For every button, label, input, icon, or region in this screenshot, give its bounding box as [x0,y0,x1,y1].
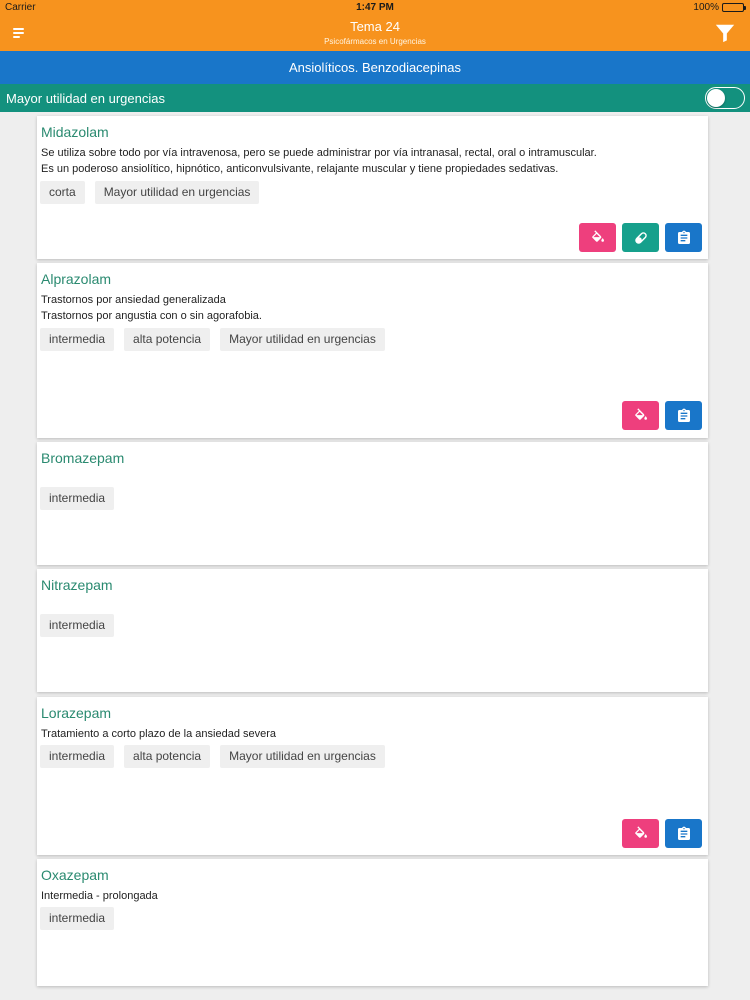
tag-chip: intermedia [40,907,114,930]
page-title: Tema 24 [350,19,400,34]
section-title: Ansiolíticos. Benzodiacepinas [0,51,750,84]
drug-description-line: Trastornos por angustia con o sin agorafobia. [41,310,262,322]
tag-list [40,181,259,204]
tag-chip: Mayor utilidad en urgencias [220,745,385,768]
drug-title: Lorazepam [41,705,112,721]
tag-list [40,328,385,351]
drug-description-line: Se utiliza sobre todo por vía intravenosa, pero se puede administrar por vía intranasal, rectal, oral o intramuscular. [41,147,597,159]
tag-list [40,907,114,930]
paint-bucket-button[interactable] [622,401,659,430]
drug-card[interactable] [37,859,708,986]
drug-title: Midazolam [41,124,109,140]
card-actions [622,819,702,848]
page-subtitle: Psicofármacos en Urgencias [324,37,426,46]
filter-toggle-row [0,84,750,112]
drug-card[interactable] [37,697,708,855]
drug-title: Alprazolam [41,271,112,287]
app-header [0,16,750,51]
drug-title: Oxazepam [41,867,109,883]
tag-list [40,745,385,768]
filter-icon[interactable] [714,22,736,44]
drug-description [41,726,276,742]
tag-chip: intermedia [40,745,114,768]
tag-chip: intermedia [40,614,114,637]
battery-icon [722,3,744,12]
clipboard-icon [676,408,692,424]
clipboard-button[interactable] [665,819,702,848]
drug-description [41,888,158,904]
clipboard-icon [676,230,692,246]
tag-chip: Mayor utilidad en urgencias [95,181,260,204]
battery-percent: 100% [693,2,719,13]
clipboard-button[interactable] [665,401,702,430]
drug-description [41,292,262,324]
clipboard-button[interactable] [665,223,702,252]
tag-list [40,614,114,637]
tag-list [40,487,114,510]
drug-description [41,145,597,177]
paint-bucket-button[interactable] [579,223,616,252]
drug-title: Nitrazepam [41,577,113,593]
paint-bucket-icon [633,408,649,424]
card-actions [579,223,702,252]
drug-description-line: Intermedia - prolongada [41,890,158,902]
pill-button[interactable] [622,223,659,252]
tag-chip: alta potencia [124,745,210,768]
status-bar [0,0,750,16]
drug-card[interactable] [37,263,708,438]
drug-description-line: Trastornos por ansiedad generalizada [41,294,226,306]
filter-toggle-switch[interactable] [705,87,745,109]
pill-icon [633,230,649,246]
paint-bucket-button[interactable] [622,819,659,848]
status-time: 1:47 PM [356,2,394,13]
paint-bucket-icon [590,230,606,246]
paint-bucket-icon [633,826,649,842]
filter-toggle-label: Mayor utilidad en urgencias [6,91,165,106]
card-actions [622,401,702,430]
drug-card[interactable] [37,442,708,565]
drug-description-line: Tratamiento a corto plazo de la ansiedad severa [41,728,277,740]
drug-card[interactable] [37,569,708,692]
tag-chip: intermedia [40,328,114,351]
tag-chip: intermedia [40,487,114,510]
battery-indicator [693,2,744,13]
drug-card[interactable] [37,116,708,259]
carrier-label: Carrier [5,2,36,13]
drug-title: Bromazepam [41,450,125,466]
drug-description-line: Es un poderoso ansiolítico, hipnótico, anticonvulsivante, relajante muscular y tiene propiedades sedativas. [41,163,559,175]
clipboard-icon [676,826,692,842]
tag-chip: alta potencia [124,328,210,351]
tag-chip: corta [40,181,85,204]
tag-chip: Mayor utilidad en urgencias [220,328,385,351]
